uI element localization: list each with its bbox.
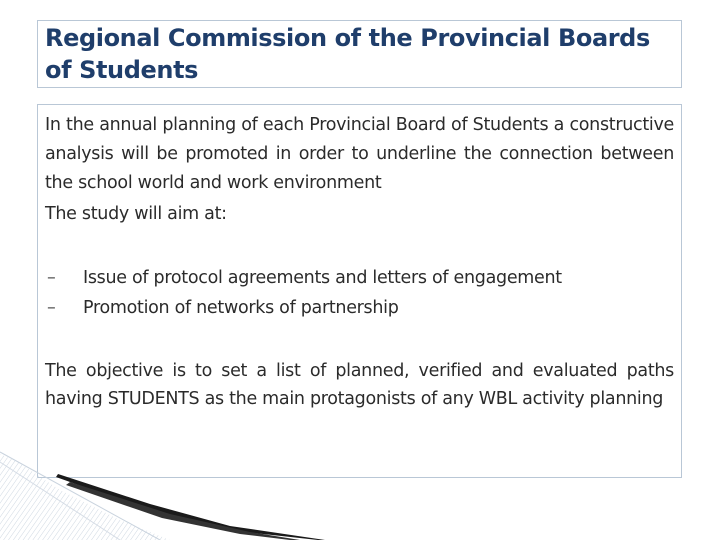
intro-paragraph: In the annual planning of each Provincial Board of Students a constructive analysis will be promoted in order to underline the connection between the school world and work environment xyxy=(45,115,674,193)
dark-swoosh-thin xyxy=(66,482,300,540)
objective-paragraph: The objective is to set a list of planned, verified and evaluated paths having STUDENTS as the main protagonists of any WBL activity planning xyxy=(45,361,674,409)
list-item xyxy=(45,263,674,293)
bullet-list xyxy=(45,263,674,323)
dash-bullet-icon: – xyxy=(47,268,56,288)
study-heading: The study will aim at: xyxy=(45,204,227,224)
slide-title: Regional Commission of the Provincial Boards of Students xyxy=(45,24,650,84)
title-placeholder xyxy=(37,20,682,88)
content-placeholder xyxy=(37,104,682,478)
list-item xyxy=(45,293,674,323)
bullet-text: Issue of protocol agreements and letters of engagement xyxy=(83,268,562,288)
dark-swoosh xyxy=(56,474,325,540)
bullet-text: Promotion of networks of partnership xyxy=(83,298,399,318)
dash-bullet-icon: – xyxy=(47,298,56,318)
